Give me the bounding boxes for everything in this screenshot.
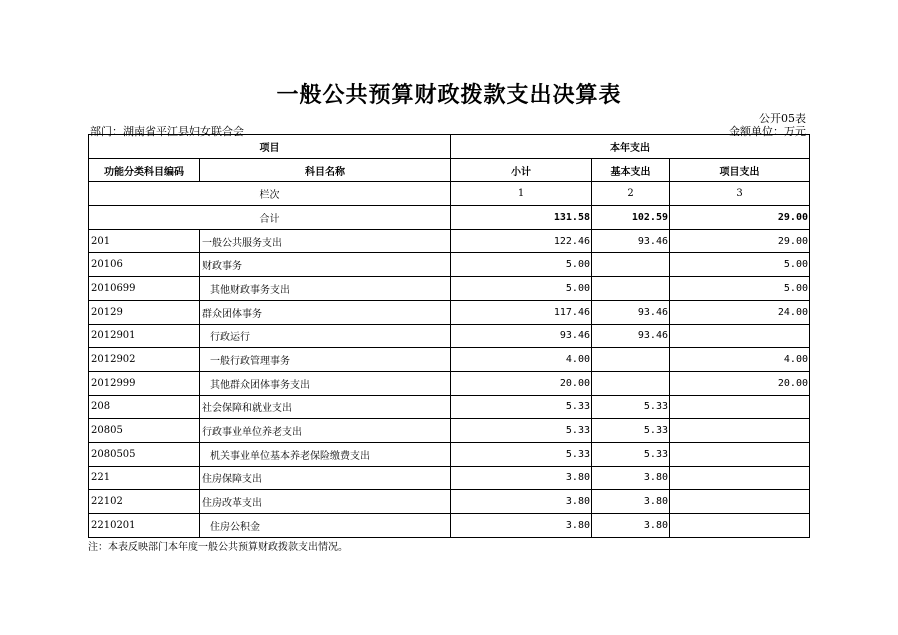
header-subtotal: 小计 (451, 158, 592, 182)
row-project: 29.00 (670, 229, 810, 253)
row-code: 208 (89, 395, 200, 419)
col-index-3: 3 (670, 182, 810, 206)
row-project (670, 419, 810, 443)
header-current-year: 本年支出 (451, 135, 810, 159)
row-name: 一般行政管理事务 (200, 348, 451, 372)
row-project (670, 324, 810, 348)
row-name: 住房改革支出 (200, 490, 451, 514)
table-row (89, 348, 810, 372)
row-project (670, 466, 810, 490)
table-row (89, 371, 810, 395)
header-item: 项目 (89, 135, 451, 159)
row-basic: 93.46 (592, 229, 670, 253)
row-basic: 5.33 (592, 442, 670, 466)
row-subtotal: 5.00 (451, 253, 592, 277)
row-code: 20805 (89, 419, 200, 443)
row-code: 221 (89, 466, 200, 490)
form-number: 公开05表 (759, 112, 806, 125)
header-project: 项目支出 (670, 158, 810, 182)
row-basic: 3.80 (592, 514, 670, 538)
row-code: 2012999 (89, 371, 200, 395)
row-code: 20106 (89, 253, 200, 277)
unit-label: 金额单位：万元 (729, 125, 806, 138)
table-row (89, 442, 810, 466)
table-row (89, 277, 810, 301)
header-basic: 基本支出 (592, 158, 670, 182)
row-project: 24.00 (670, 300, 810, 324)
row-basic: 5.33 (592, 395, 670, 419)
row-code: 201 (89, 229, 200, 253)
row-project: 4.00 (670, 348, 810, 372)
total-label: 合计 (89, 206, 451, 230)
row-basic (592, 348, 670, 372)
row-subtotal: 93.46 (451, 324, 592, 348)
row-project (670, 442, 810, 466)
row-name: 群众团体事务 (200, 300, 451, 324)
row-name: 机关事业单位基本养老保险缴费支出 (200, 442, 451, 466)
table-row (89, 514, 810, 538)
header-row-2 (89, 158, 810, 182)
row-project: 5.00 (670, 277, 810, 301)
row-name: 其他群众团体事务支出 (200, 371, 451, 395)
row-subtotal: 3.80 (451, 514, 592, 538)
row-subtotal: 3.80 (451, 490, 592, 514)
table-row (89, 490, 810, 514)
row-subtotal: 3.80 (451, 466, 592, 490)
row-basic (592, 277, 670, 301)
table-row (89, 300, 810, 324)
row-basic: 3.80 (592, 490, 670, 514)
footnote: 注：本表反映部门本年度一般公共预算财政拨款支出情况。 (88, 542, 348, 553)
row-name: 行政事业单位养老支出 (200, 419, 451, 443)
row-subtotal: 5.00 (451, 277, 592, 301)
total-subtotal: 131.58 (451, 206, 592, 230)
total-basic: 102.59 (592, 206, 670, 230)
column-index-row (89, 182, 810, 206)
row-project (670, 490, 810, 514)
row-code: 2010699 (89, 277, 200, 301)
row-name: 住房公积金 (200, 514, 451, 538)
table-row (89, 229, 810, 253)
row-subtotal: 4.00 (451, 348, 592, 372)
header-code: 功能分类科目编码 (89, 158, 200, 182)
header-row-1 (89, 135, 810, 159)
total-project: 29.00 (670, 206, 810, 230)
row-name: 社会保障和就业支出 (200, 395, 451, 419)
row-basic (592, 371, 670, 395)
row-basic (592, 253, 670, 277)
row-basic: 5.33 (592, 419, 670, 443)
row-subtotal: 5.33 (451, 442, 592, 466)
row-subtotal: 5.33 (451, 395, 592, 419)
row-code: 2080505 (89, 442, 200, 466)
row-code: 2012902 (89, 348, 200, 372)
row-project (670, 395, 810, 419)
page-title: 一般公共预算财政拨款支出决算表 (276, 82, 622, 108)
row-basic: 93.46 (592, 324, 670, 348)
row-project (670, 514, 810, 538)
row-code: 2210201 (89, 514, 200, 538)
table-row (89, 324, 810, 348)
row-subtotal: 20.00 (451, 371, 592, 395)
table-row (89, 395, 810, 419)
row-code: 20129 (89, 300, 200, 324)
header-name: 科目名称 (200, 158, 451, 182)
row-subtotal: 122.46 (451, 229, 592, 253)
col-index-2: 2 (592, 182, 670, 206)
row-name: 住房保障支出 (200, 466, 451, 490)
row-basic: 3.80 (592, 466, 670, 490)
total-row (89, 206, 810, 230)
table-row (89, 253, 810, 277)
row-project: 5.00 (670, 253, 810, 277)
row-name: 财政事务 (200, 253, 451, 277)
expenditure-table (88, 134, 810, 538)
row-subtotal: 117.46 (451, 300, 592, 324)
table-row (89, 466, 810, 490)
row-basic: 93.46 (592, 300, 670, 324)
table-row (89, 419, 810, 443)
row-name: 行政运行 (200, 324, 451, 348)
row-code: 22102 (89, 490, 200, 514)
row-code: 2012901 (89, 324, 200, 348)
department-label: 部门：湖南省平江县妇女联合会 (90, 125, 244, 138)
col-label: 栏次 (89, 182, 451, 206)
row-subtotal: 5.33 (451, 419, 592, 443)
row-name: 其他财政事务支出 (200, 277, 451, 301)
row-name: 一般公共服务支出 (200, 229, 451, 253)
col-index-1: 1 (451, 182, 592, 206)
row-project: 20.00 (670, 371, 810, 395)
